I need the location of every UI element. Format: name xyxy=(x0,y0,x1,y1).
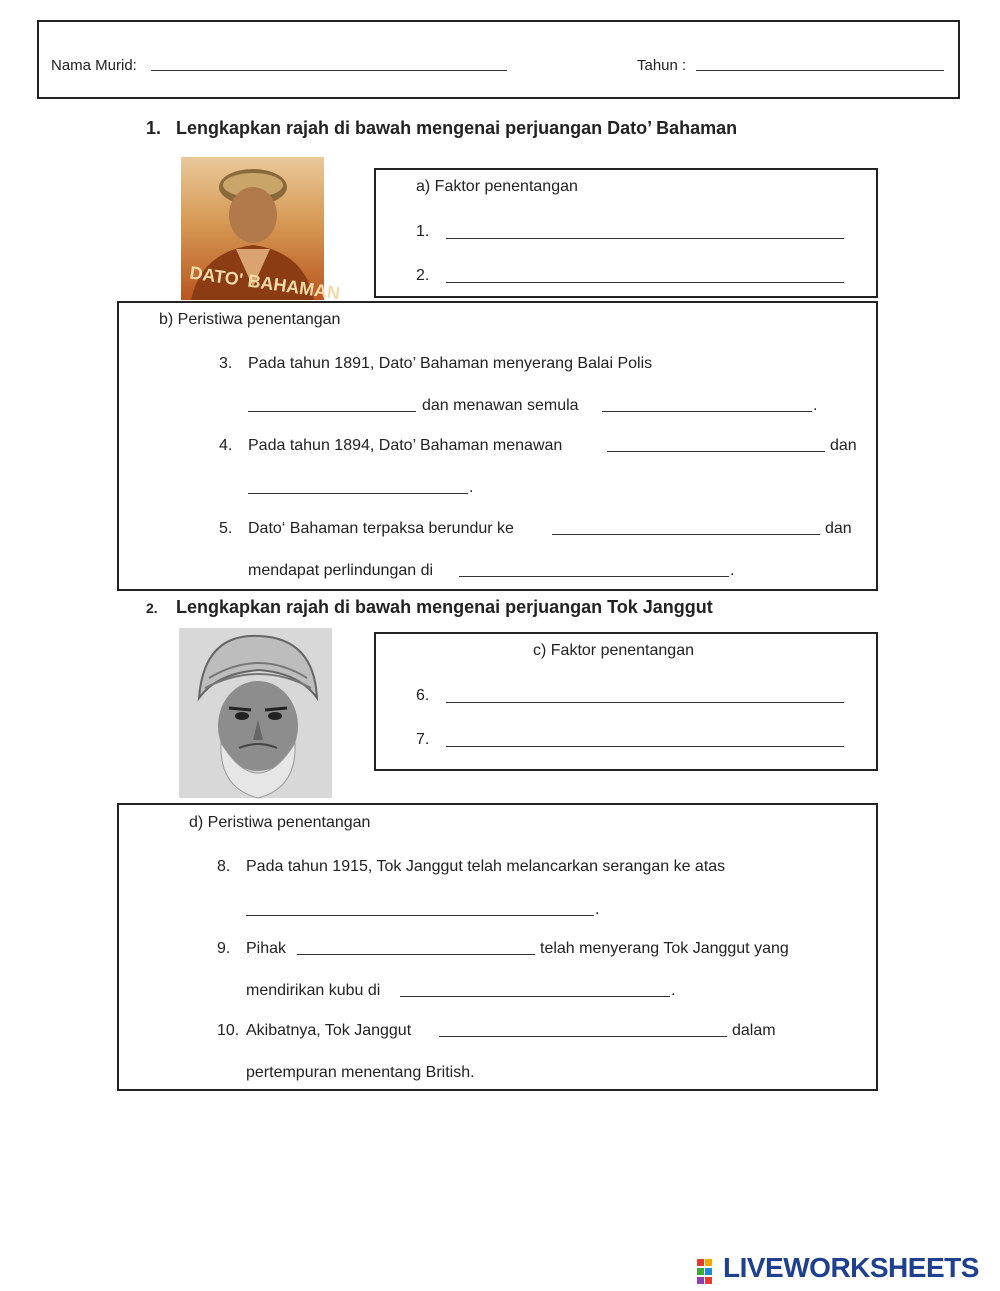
liveworksheets-logo-icon xyxy=(697,1259,721,1285)
section2-title: Lengkapkan rajah di bawah mengenai perjuangan Tok Janggut xyxy=(176,597,713,617)
q10-line2: pertempuran menentang British. xyxy=(246,1064,475,1081)
student-info-box xyxy=(37,20,960,99)
q3-line1: Pada tahun 1891, Dato’ Bahaman menyerang Balai Polis xyxy=(248,355,653,372)
box-c-heading: c) Faktor penentangan xyxy=(533,642,694,659)
q4-text: Pada tahun 1894, Dato’ Bahaman menawan xyxy=(248,437,563,454)
box-a-faktor xyxy=(374,168,878,298)
item-6-field[interactable] xyxy=(446,688,844,703)
item-1-number: 1. xyxy=(416,223,430,240)
q9-number: 9. xyxy=(217,940,231,957)
q9-period: . xyxy=(671,982,676,999)
item-2-field[interactable] xyxy=(446,268,844,283)
box-b-peristiwa xyxy=(117,301,878,591)
section1-title: Lengkapkan rajah di bawah mengenai perjuangan Dato’ Bahaman xyxy=(176,118,738,138)
dato-bahaman-portrait xyxy=(181,157,342,304)
year-label: Tahun : xyxy=(637,57,687,74)
portrait-caption: DATO' BAHAMAN xyxy=(188,262,342,304)
item-6-number: 6. xyxy=(416,687,430,704)
q8-period: . xyxy=(595,901,600,918)
item-7-number: 7. xyxy=(416,731,430,748)
year-field[interactable] xyxy=(696,56,944,71)
q9-line2: mendirikan kubu di xyxy=(246,982,381,999)
q10-number: 10. xyxy=(217,1022,240,1039)
item-7-field[interactable] xyxy=(446,732,844,747)
q4-end: dan xyxy=(830,437,857,454)
box-c-faktor xyxy=(374,632,878,771)
q8-number: 8. xyxy=(217,858,231,875)
q8-field[interactable] xyxy=(246,901,594,916)
q5-end: dan xyxy=(825,520,852,537)
q5-field-a[interactable] xyxy=(552,520,820,535)
box-d-heading: d) Peristiwa penentangan xyxy=(189,814,371,831)
q9-pre: Pihak xyxy=(246,940,287,957)
q5-field-b[interactable] xyxy=(459,562,729,577)
q4-field-a[interactable] xyxy=(607,437,825,452)
q3-field-a[interactable] xyxy=(248,397,416,412)
box-b-heading: b) Peristiwa penentangan xyxy=(159,311,341,328)
q9-post: telah menyerang Tok Janggut yang xyxy=(540,940,789,957)
item-2-number: 2. xyxy=(416,267,430,284)
q3-number: 3. xyxy=(219,355,233,372)
q5-number: 5. xyxy=(219,520,233,537)
q3-field-b[interactable] xyxy=(602,397,812,412)
q10-pre: Akibatnya, Tok Janggut xyxy=(246,1022,412,1039)
section1-number: 1. xyxy=(146,118,162,138)
q9-field-a[interactable] xyxy=(297,940,535,955)
q8-text: Pada tahun 1915, Tok Janggut telah melancarkan serangan ke atas xyxy=(246,858,726,875)
item-1-field[interactable] xyxy=(446,224,844,239)
q4-period: . xyxy=(469,479,474,496)
liveworksheets-logo-text: LIVEWORKSHEETS xyxy=(723,1252,979,1283)
q3-mid: dan menawan semula xyxy=(422,397,579,414)
tok-janggut-portrait xyxy=(179,628,332,798)
student-name-field[interactable] xyxy=(151,56,507,71)
box-d-peristiwa xyxy=(117,803,878,1091)
q5-period: . xyxy=(730,562,735,579)
q9-field-b[interactable] xyxy=(400,982,670,997)
q5-text: Dato‘ Bahaman terpaksa berundur ke xyxy=(248,520,514,537)
q4-field-b[interactable] xyxy=(248,479,468,494)
student-name-label: Nama Murid: xyxy=(51,57,137,74)
q3-period: . xyxy=(813,397,818,414)
section2-number: 2. xyxy=(146,600,158,616)
q5-line2: mendapat perlindungan di xyxy=(248,562,434,579)
q10-post: dalam xyxy=(732,1022,776,1039)
box-a-heading: a) Faktor penentangan xyxy=(416,178,578,195)
q10-field[interactable] xyxy=(439,1022,727,1037)
q4-number: 4. xyxy=(219,437,233,454)
